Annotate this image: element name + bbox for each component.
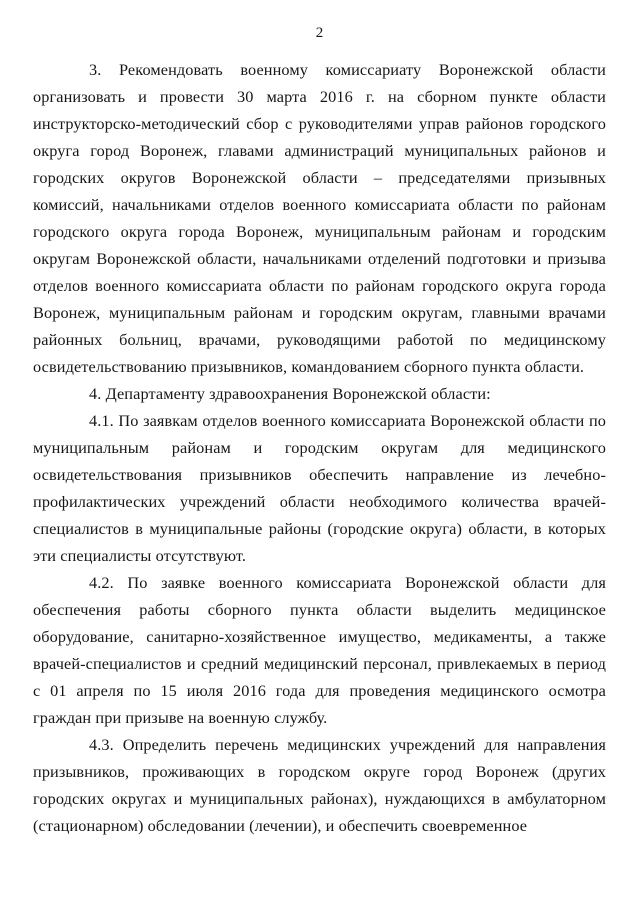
- page-number: 2: [315, 25, 324, 41]
- paragraph-4-1: 4.1. По заявкам отделов военного комиссариата Воронежской области по муниципальным районам и городским округам для медицинского освидетельствования призывников обеспечить направление из лечебно-профилактических учреждений области необходимого количества врачей-специалистов в муниципальные районы (городские округа) области, в которых эти специалисты отсутствуют.: [33, 411, 606, 565]
- paragraph-4-2: 4.2. По заявке военного комиссариата Воронежской области для обеспечения работы сборного пункта области выделить медицинское оборудование, санитарно-хозяйственное имущество, медикаменты, а также врачей-специалистов и средний медицинский персонал, привлекаемых в период с 01 апреля по 15 июля 2016 года для проведения медицинского осмотра граждан при призыве на военную службу.: [33, 573, 606, 727]
- paragraph-3: 3. Рекомендовать военному комиссариату Воронежской области организовать и провести 30 марта 2016 г. на сборном пункте области инструкторско-методический сбор с руководителями управ районов городского округа город Воронеж, главами администраций муниципальных районов и городских округов Воронежской области – председателями призывных комиссий, начальниками отделов военного комиссариата области по районам городского округа города Воронеж, муниципальным районам и городским округам Воронежской области, начальниками отделений подготовки и призыва отделов военного комиссариата области по районам городского округа города Воронеж, муниципальным районам и городским округам, главными врачами районных больниц, врачами, руководящими работой по медицинскому освидетельствованию призывников, командованием сборного пункта области.: [33, 60, 606, 376]
- paragraph-4: 4. Департаменту здравоохранения Воронежской области:: [89, 384, 491, 403]
- paragraph-4-3: 4.3. Определить перечень медицинских учреждений для направления призывников, проживающих в городском округе город Воронеж (других городских округах и муниципальных районах), нуждающихся в амбулаторном (стационарном) обследовании (лечении), и обеспечить своевременное: [33, 735, 606, 835]
- document-body: [33, 56, 606, 839]
